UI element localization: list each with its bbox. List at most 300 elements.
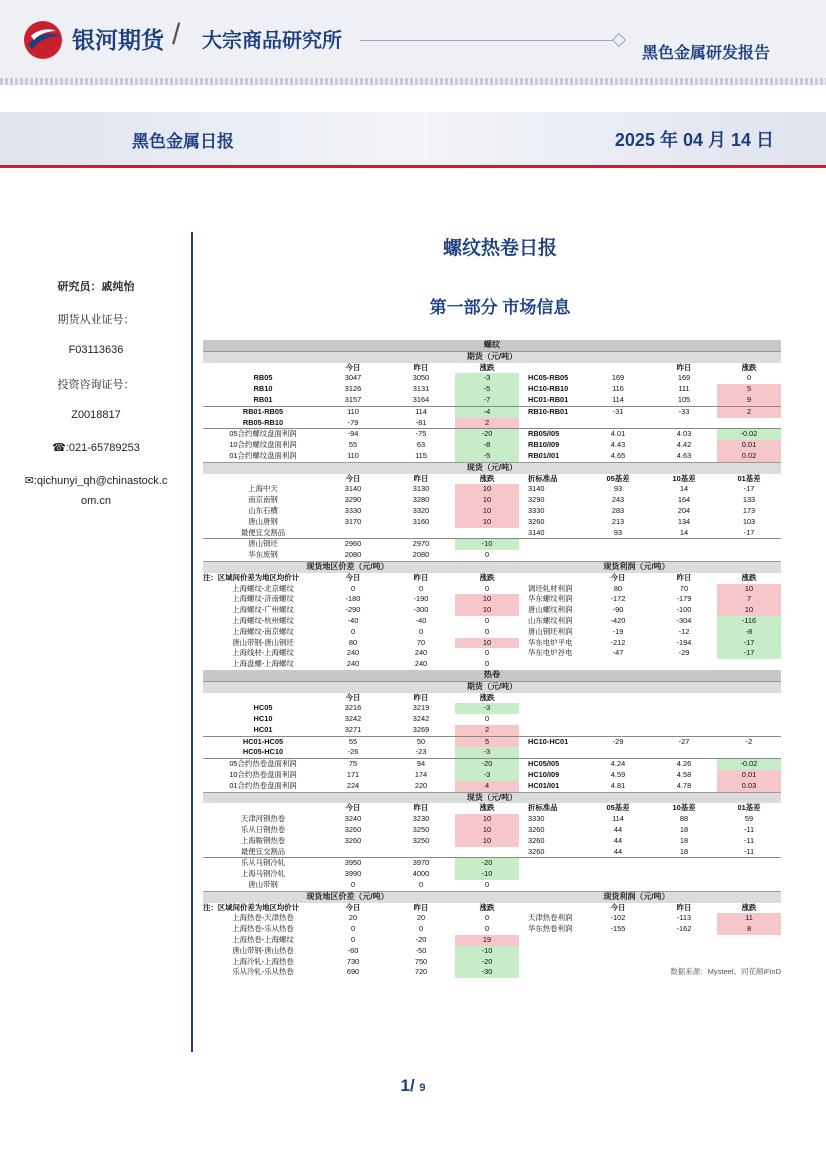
table-cell: 10: [455, 825, 519, 836]
table-cell: 63: [416, 440, 426, 450]
table-cell: -4: [455, 407, 519, 418]
table-cell: 10: [455, 506, 519, 517]
table-cell: HC05-RB05: [528, 373, 569, 383]
table-cell: 169: [611, 373, 625, 383]
column-header: 昨日: [676, 572, 692, 582]
table-cell: -10: [455, 946, 519, 957]
table-cell: 75: [348, 759, 358, 769]
table-cell: 上海马钢冷轧: [240, 869, 286, 879]
table-cell: 14: [679, 527, 689, 537]
page-current: 1: [400, 1076, 410, 1095]
column-header: 涨跌: [479, 803, 495, 813]
table-cell: 0.02: [717, 451, 781, 462]
table-cell: 3242: [412, 714, 430, 724]
table-cell: 3330: [344, 505, 362, 515]
table-cell: -75: [415, 429, 427, 439]
table-cell: HC01/I01: [528, 780, 560, 790]
section-title: 第一部分 市场信息: [429, 298, 571, 317]
column-header: 昨日: [413, 362, 429, 372]
table-row: [203, 825, 781, 836]
table-cell: 114: [612, 394, 624, 404]
column-header: 10基差: [672, 803, 696, 813]
table-row: [203, 703, 781, 714]
table-cell: 0: [418, 583, 424, 593]
table-cell: 0: [746, 373, 752, 383]
table-cell: 93: [613, 484, 623, 494]
table-cell: 720: [414, 967, 428, 977]
table-cell: 3280: [412, 495, 430, 505]
column-header: 涨跌: [479, 362, 495, 372]
band-title: 黑色金属日报: [132, 132, 234, 151]
table-row: [203, 880, 781, 891]
table-cell: -8: [455, 440, 519, 451]
table-row: [203, 957, 781, 968]
table-cell: 133: [742, 495, 756, 505]
column-header-row: [203, 573, 781, 584]
report-type: 黑色金属研发报告: [641, 45, 770, 62]
subsection-header: [203, 891, 781, 903]
column-header: 昨日: [413, 473, 429, 483]
table-cell: 750: [414, 956, 428, 966]
table-cell: 3269: [412, 724, 430, 734]
table-cell: -3: [455, 703, 519, 714]
table-cell: 10: [455, 814, 519, 825]
table-cell: 乐从马钢冷轧: [240, 858, 286, 868]
column-header: 折标准品: [528, 473, 558, 483]
table-row: [203, 648, 781, 659]
table-cell: 4.59: [610, 770, 626, 780]
table-cell: 0: [350, 626, 356, 636]
table-cell: -5: [455, 384, 519, 395]
table-cell: 3047: [344, 373, 362, 383]
table-cell: 上海盘螺-上海螺纹: [232, 659, 294, 669]
table-cell: RB10/I09: [528, 440, 560, 450]
table-cell: 2: [455, 725, 519, 736]
subsection-title-left: 现货地区价差（元/吨）: [306, 891, 389, 901]
table-cell: 调坯轧材利润: [528, 583, 573, 593]
table-cell: 224: [346, 780, 360, 790]
table-cell: RB10-RB01: [528, 406, 569, 416]
table-cell: 天津热卷利润: [528, 913, 573, 923]
table-cell: 3157: [344, 394, 362, 404]
table-row: [203, 836, 781, 847]
table-cell: -10: [455, 539, 519, 550]
table-cell: 3290: [344, 495, 362, 505]
table-cell: 44: [613, 835, 623, 845]
table-row: [203, 594, 781, 605]
table-cell: 80: [613, 583, 623, 593]
table-cell: 上海螺纹-杭州螺纹: [232, 615, 294, 625]
table-cell: 3970: [412, 858, 430, 868]
table-row: [203, 725, 781, 737]
table-cell: 最便宜交割品: [240, 527, 286, 537]
table-cell: 0: [350, 924, 356, 934]
table-cell: -27: [678, 736, 690, 746]
table-cell: 5: [717, 384, 781, 395]
table-cell: HC01-RB01: [528, 394, 569, 404]
table-cell: -190: [413, 594, 429, 604]
table-cell: HC10/I09: [528, 770, 560, 780]
license-label: 期货从业证号：: [57, 313, 135, 326]
email-line-1[interactable]: ✉:qichunyi_qh@chinastock.c: [24, 475, 168, 487]
subsection-header: [203, 792, 781, 804]
table-cell: -12: [678, 626, 690, 636]
table-cell: 4.63: [676, 450, 692, 460]
table-cell: -20: [455, 858, 519, 869]
table-cell: -81: [415, 417, 427, 427]
license-number: F03113636: [68, 344, 124, 356]
table-cell: 0: [484, 615, 490, 625]
table-row: [203, 373, 781, 384]
table-cell: 4.01: [610, 429, 626, 439]
column-header: 涨跌: [479, 692, 495, 702]
page-total: 9: [419, 1082, 426, 1094]
table-cell: 0.01: [717, 770, 781, 781]
column-header: 今日: [345, 572, 361, 582]
column-header: 今日: [345, 473, 361, 483]
table-cell: 唐山带钢-唐山钢坯: [232, 637, 294, 647]
table-cell: -7: [455, 395, 519, 406]
table-cell: -304: [676, 615, 692, 625]
column-header: 昨日: [413, 803, 429, 813]
table-row: [203, 484, 781, 495]
table-row: [203, 605, 781, 616]
table-cell: 94: [416, 759, 426, 769]
table-cell: 唐山钢坯: [248, 539, 278, 549]
table-cell: 283: [611, 505, 625, 515]
table-cell: 116: [612, 384, 624, 394]
column-header: 今日: [345, 362, 361, 372]
table-cell: 10: [455, 605, 519, 616]
column-header: 涨跌: [741, 902, 757, 912]
market-table: [203, 340, 781, 978]
table-cell: HC05: [253, 703, 273, 713]
table-cell: 3330: [528, 505, 545, 515]
table-row: [203, 781, 781, 792]
table-cell: -50: [415, 945, 427, 955]
column-header: 昨日: [676, 362, 692, 372]
column-header: 折标准品: [528, 803, 558, 813]
table-row: [203, 418, 781, 430]
column-header-row: [203, 474, 781, 485]
table-cell: 70: [416, 637, 426, 647]
table-row: [203, 924, 781, 935]
column-header: 注：区域间价差为地区均价计: [203, 902, 300, 912]
table-cell: 0: [418, 880, 424, 890]
table-cell: 唐山螺纹利润: [528, 605, 573, 615]
table-cell: 3271: [344, 724, 362, 734]
table-cell: -194: [676, 637, 692, 647]
table-cell: -40: [347, 615, 359, 625]
table-cell: 44: [613, 825, 623, 835]
table-cell: 59: [744, 814, 754, 824]
table-row: [203, 946, 781, 957]
table-cell: 3290: [528, 495, 545, 505]
table-cell: -29: [678, 648, 690, 658]
table-row: [203, 616, 781, 627]
table-cell: 20: [416, 913, 426, 923]
table-cell: 0.01: [717, 440, 781, 451]
table-cell: 3170: [344, 516, 362, 526]
table-cell: -100: [676, 605, 692, 615]
column-header: 10基差: [672, 473, 696, 483]
table-cell: 05合约热卷盘面利润: [229, 759, 297, 769]
table-cell: RB05-RB10: [242, 417, 284, 427]
title-band: [0, 112, 826, 168]
table-cell: 4.03: [676, 429, 692, 439]
table-cell: 171: [346, 770, 360, 780]
table-cell: 5: [455, 737, 519, 748]
table-cell: 10: [717, 584, 781, 595]
data-source: 数据来源：Mysteel、同花顺iFinD: [670, 967, 781, 977]
table-cell: -20: [455, 429, 519, 440]
table-cell: -3: [455, 747, 519, 758]
table-cell: 华东热卷利润: [528, 924, 573, 934]
section-header: 热卷: [203, 670, 781, 681]
table-cell: 山东石横: [248, 505, 278, 515]
table-row: [203, 407, 781, 418]
table-cell: 111: [678, 384, 690, 394]
table-cell: 上海中天: [248, 484, 278, 494]
table-cell: 3240: [344, 814, 362, 824]
table-cell: 0: [484, 626, 490, 636]
table-cell: 10合约螺纹盘面利润: [229, 440, 297, 450]
header-rule: [360, 40, 620, 41]
table-cell: 唐山唐钢: [248, 516, 278, 526]
table-cell: 01合约螺纹盘面利润: [229, 450, 297, 460]
section-header: 螺纹: [203, 340, 781, 351]
table-cell: 唐山钢坯利润: [528, 626, 573, 636]
table-cell: 7: [717, 594, 781, 605]
table-cell: 上海热卷-乐从热卷: [232, 924, 294, 934]
column-header: 涨跌: [479, 473, 495, 483]
table-cell: 上海线材-上海螺纹: [232, 648, 294, 658]
table-cell: 114: [612, 814, 624, 824]
table-row: [203, 384, 781, 395]
column-header: 涨跌: [479, 572, 495, 582]
table-cell: 3126: [344, 384, 362, 394]
table-row: [203, 429, 781, 440]
table-cell: 3216: [344, 703, 362, 713]
table-cell: RB01/I01: [528, 450, 560, 460]
table-cell: 4.65: [610, 450, 626, 460]
column-header-row: [203, 363, 781, 374]
table-cell: -11: [743, 825, 755, 835]
table-cell: -8: [717, 627, 781, 638]
table-cell: 730: [346, 956, 360, 966]
table-cell: -0.02: [717, 759, 781, 770]
table-cell: 上海冷轧-上海热卷: [232, 956, 294, 966]
table-cell: 3140: [528, 527, 545, 537]
table-cell: 0: [484, 583, 490, 593]
table-cell: 3230: [412, 814, 430, 824]
table-cell: -17: [743, 527, 755, 537]
table-row: [203, 858, 781, 869]
table-row: [203, 737, 781, 748]
table-cell: RB01-RB05: [242, 406, 284, 416]
column-header: 05基差: [606, 803, 630, 813]
table-cell: 3260: [344, 835, 362, 845]
table-cell: -172: [610, 594, 626, 604]
table-cell: 18: [679, 846, 689, 856]
table-cell: 上海螺纹-南京螺纹: [232, 626, 294, 636]
table-cell: 3250: [412, 835, 430, 845]
table-cell: 2080: [344, 550, 362, 560]
table-cell: 55: [348, 736, 358, 746]
column-header: 今日: [610, 572, 626, 582]
table-cell: HC10-HC01: [528, 736, 569, 746]
table-cell: 88: [679, 814, 689, 824]
email-line-2[interactable]: om.cn: [81, 495, 111, 507]
consult-label: 投资咨询证号：: [57, 378, 135, 391]
table-cell: -17: [717, 638, 781, 649]
table-cell: 上海热卷-上海螺纹: [232, 935, 294, 945]
table-cell: 3140: [528, 484, 545, 494]
table-cell: -420: [610, 615, 626, 625]
table-row: [203, 395, 781, 407]
table-row: [203, 913, 781, 924]
page-number: 1/ 9: [400, 1076, 426, 1095]
table-cell: -5: [455, 451, 519, 462]
table-cell: 0: [484, 913, 490, 923]
table-cell: 4000: [412, 869, 430, 879]
table-row: [203, 659, 781, 670]
table-cell: -11: [743, 846, 755, 856]
table-cell: -79: [347, 417, 359, 427]
table-cell: 50: [416, 736, 426, 746]
table-cell: 4.58: [676, 770, 692, 780]
table-cell: 10: [455, 638, 519, 649]
table-cell: 0: [350, 880, 356, 890]
table-cell: 4.81: [610, 780, 626, 790]
table-cell: 3242: [344, 714, 362, 724]
table-cell: 18: [679, 825, 689, 835]
table-cell: 上海热卷-天津热卷: [232, 913, 294, 923]
brand-name: 银河期货: [72, 27, 164, 53]
table-cell: 3160: [412, 516, 430, 526]
table-cell: -31: [612, 406, 624, 416]
table-cell: 0: [484, 659, 490, 669]
table-cell: 10: [455, 836, 519, 847]
table-cell: HC05-HC10: [242, 747, 284, 757]
consult-number: Z0018817: [71, 409, 121, 421]
subsection-title: 现货（元/吨）: [466, 792, 518, 802]
table-cell: 3164: [412, 394, 430, 404]
table-cell: HC01-HC05: [242, 736, 284, 746]
table-cell: -290: [345, 605, 361, 615]
table-cell: 乐从日钢热卷: [240, 825, 286, 835]
table-cell: 0: [350, 583, 356, 593]
table-cell: 3330: [528, 814, 545, 824]
table-row: [203, 440, 781, 451]
table-cell: 华东电炉平电: [528, 637, 573, 647]
table-cell: 天津河钢热卷: [240, 814, 286, 824]
table-cell: -212: [610, 637, 626, 647]
column-header: 01基差: [737, 473, 761, 483]
table-row: [203, 517, 781, 528]
subsection-title: 期货（元/吨）: [466, 681, 518, 691]
table-cell: 10: [455, 484, 519, 495]
subsection-header: [203, 561, 781, 573]
table-cell: 105: [677, 394, 691, 404]
subsection-title: 现货（元/吨）: [466, 462, 518, 472]
table-cell: 01合约热卷盘面利润: [229, 780, 297, 790]
column-header: 注：区域间价差为地区均价计: [203, 572, 300, 582]
table-cell: -11: [743, 835, 755, 845]
table-cell: 上海鞍钢热卷: [240, 835, 286, 845]
table-row: [203, 770, 781, 781]
table-cell: -3: [455, 770, 519, 781]
table-cell: 3260: [528, 835, 545, 845]
table-cell: -113: [676, 913, 692, 923]
column-header: 昨日: [676, 902, 692, 912]
page-header: [0, 0, 826, 85]
table-row: [203, 550, 781, 561]
table-cell: 4: [455, 781, 519, 792]
column-header: 昨日: [413, 572, 429, 582]
table-cell: -23: [415, 747, 427, 757]
table-cell: 103: [742, 516, 756, 526]
table-row: [203, 847, 781, 859]
table-cell: 3131: [412, 384, 430, 394]
table-cell: 华东螺纹利润: [528, 594, 573, 604]
table-cell: 0: [484, 880, 490, 890]
subsection-title-right: 现货利润（元/吨）: [603, 891, 670, 901]
table-cell: 山东螺纹利润: [528, 615, 573, 625]
table-cell: 9: [717, 395, 781, 406]
table-cell: 0: [484, 714, 490, 724]
table-cell: 169: [677, 373, 691, 383]
table-cell: 0: [484, 924, 490, 934]
table-cell: -2: [745, 736, 753, 746]
table-cell: 最便宜交割品: [240, 846, 286, 856]
column-header: 昨日: [413, 692, 429, 702]
table-row: [203, 638, 781, 649]
table-cell: 8: [717, 924, 781, 935]
table-cell: 10: [455, 495, 519, 506]
column-header-row: [203, 693, 781, 704]
subsection-title-right: 现货利润（元/吨）: [603, 561, 670, 571]
table-cell: 3219: [412, 703, 430, 713]
table-row: [203, 451, 781, 462]
table-cell: -17: [743, 484, 755, 494]
phone: ☎:021-65789253: [52, 442, 140, 454]
table-cell: 70: [679, 583, 689, 593]
table-cell: 240: [414, 648, 428, 658]
column-header: 今日: [610, 902, 626, 912]
table-cell: 3320: [412, 505, 430, 515]
table-row: [203, 627, 781, 638]
table-cell: 0: [484, 550, 490, 560]
table-cell: 134: [677, 516, 691, 526]
table-cell: 213: [611, 516, 625, 526]
column-header: 昨日: [413, 902, 429, 912]
table-cell: 2970: [412, 539, 430, 549]
subsection-header: [203, 681, 781, 693]
table-cell: 115: [415, 450, 427, 460]
table-cell: 243: [611, 495, 625, 505]
table-row: [203, 759, 781, 770]
table-cell: -180: [345, 594, 361, 604]
table-cell: 3260: [344, 825, 362, 835]
institute-name: 大宗商品研究所: [202, 30, 342, 52]
column-header: 涨跌: [741, 572, 757, 582]
table-cell: 55: [348, 440, 358, 450]
column-header-row: [203, 903, 781, 914]
table-cell: -300: [413, 605, 429, 615]
table-cell: 14: [679, 484, 689, 494]
table-cell: RB05: [253, 373, 273, 383]
